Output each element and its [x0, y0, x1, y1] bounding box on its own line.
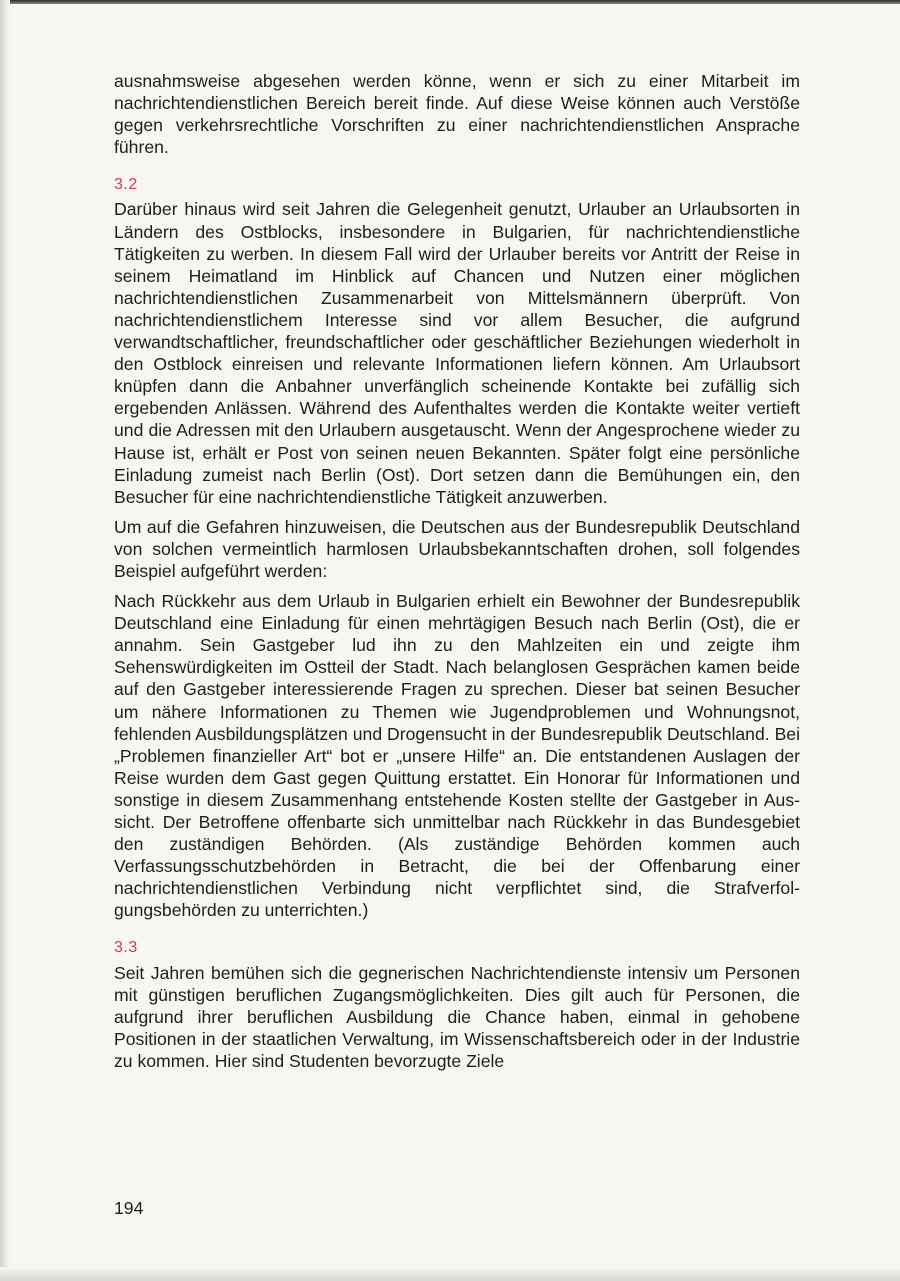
paragraph: Seit Jahren bemühen sich die gegnerischen Nachrichtendienste intensiv um Personen mit günstigen beruflichen Zugangsmöglichkeiten. Dies gilt auch für Personen, die aufgrund ihrer beruflichen Ausbildung die Chance haben, einmal in gehobene Positionen in der staatlichen Verwaltung, im Wissenschaftsbereich oder in der Industrie zu kommen. Hier sind Studenten bevorzugte Ziele — [114, 962, 800, 1071]
paragraph: Darüber hinaus wird seit Jahren die Gelegenheit genutzt, Urlauber an Urlaubsorten in Ländern des Ostblocks, insbesondere in Bulgarien, für nachrichtendienstliche Tätigkeiten zu werben. In diesem Fall wird der Urlauber bereits vor Antritt der Reise in seinem Heimatland im Hinblick auf Chancen und Nutzen einer möglichen nachrichtendienstlichen Zusammenarbeit von Mittelsmännern überprüft. Von nachrichtendienstlichem Interesse sind vor allem Besucher, die aufgrund verwandtschaftlicher, freundschaftlicher oder geschäftlicher Beziehungen wiederholt in den Ostblock einreisen und relevante Informationen liefern können. Am Urlaubsort knüpfen dann die Anbahner unverfänglich scheinende Kontakte bei zufällig sich ergebenden Anlässen. Während des Aufenthaltes werden die Kontakte weiter vertieft und die Adressen mit den Urlaubern ausgetauscht. Wenn der Angesprochene wieder zu Hause ist, erhält er Post von seinen neuen Bekannten. Später folgt eine persönliche Einladung zumeist nach Berlin (Ost). Dort setzen dann die Bemühungen ein, den Besucher für eine nachrichtendienstliche Tätigkeit anzuwerben. — [114, 199, 800, 507]
paragraph: Um auf die Gefahren hinzuweisen, die Deutschen aus der Bundesrepublik Deutschland von solchen vermeintlich harmlosen Urlaubsbekanntschaften drohen, soll folgendes Beispiel aufgeführt werden: — [114, 516, 800, 581]
paragraph: ausnahmsweise abgesehen werden könne, wenn er sich zu einer Mitarbeit im nachrichtendienstlichen Bereich bereit finde. Auf diese Weise können auch Verstöße gegen verkehrsrechtliche Vorschriften zu einer nachrichtendienstlichen Ansprache führen. — [114, 71, 800, 158]
page-binding-edge — [0, 0, 10, 1281]
section-number-3-3: 3.3 — [114, 939, 138, 957]
page-number: 194 — [114, 1198, 144, 1218]
section-number-3-2: 3.2 — [114, 176, 138, 194]
page-top-edge — [0, 0, 900, 4]
paragraph: Nach Rückkehr aus dem Urlaub in Bulgarien erhielt ein Bewohner der Bundesrepublik Deutschland eine Einladung für einen mehrtägigen Besuch nach Berlin (Ost), die er annahm. Sein Gastgeber lud ihn zu den Mahlzeiten ein und zeigte ihm Sehenswürdigkeiten im Ostteil der Stadt. Nach belanglosen Gesprächen kamen beide auf den Gastgeber interessierende Fragen zu sprechen. Dieser bat seinen Besucher um nähere Informationen zu Themen wie Jugendproblemen und Wohnungsnot, fehlenden Ausbildungsplätzen und Drogensucht in der Bundesrepublik Deutschland. Bei „Problemen finanzieller Art“ bot er „unsere Hilfe“ an. Die entstandenen Auslagen der Reise wurden dem Gast gegen Quittung erstattet. Ein Honorar für Informationen und sonstige in diesem Zusammenhang entstehende Kosten stellte der Gastgeber in Aussicht. Der Betroffene offenbarte sich unmittelbar nach Rückkehr in das Bundesgebiet den zuständigen Behörden. (Als zuständige Behörden kommen auch Verfassungsschutzbehörden in Betracht, die bei der Offenbarung einer nachrichtendienstlichen Verbindung nicht verpflichtet sind, die Strafverfolgungsbehörden zu unterrichten.) — [114, 591, 800, 921]
page-bottom-shadow — [0, 1267, 900, 1281]
body-text — [114, 70, 800, 1080]
